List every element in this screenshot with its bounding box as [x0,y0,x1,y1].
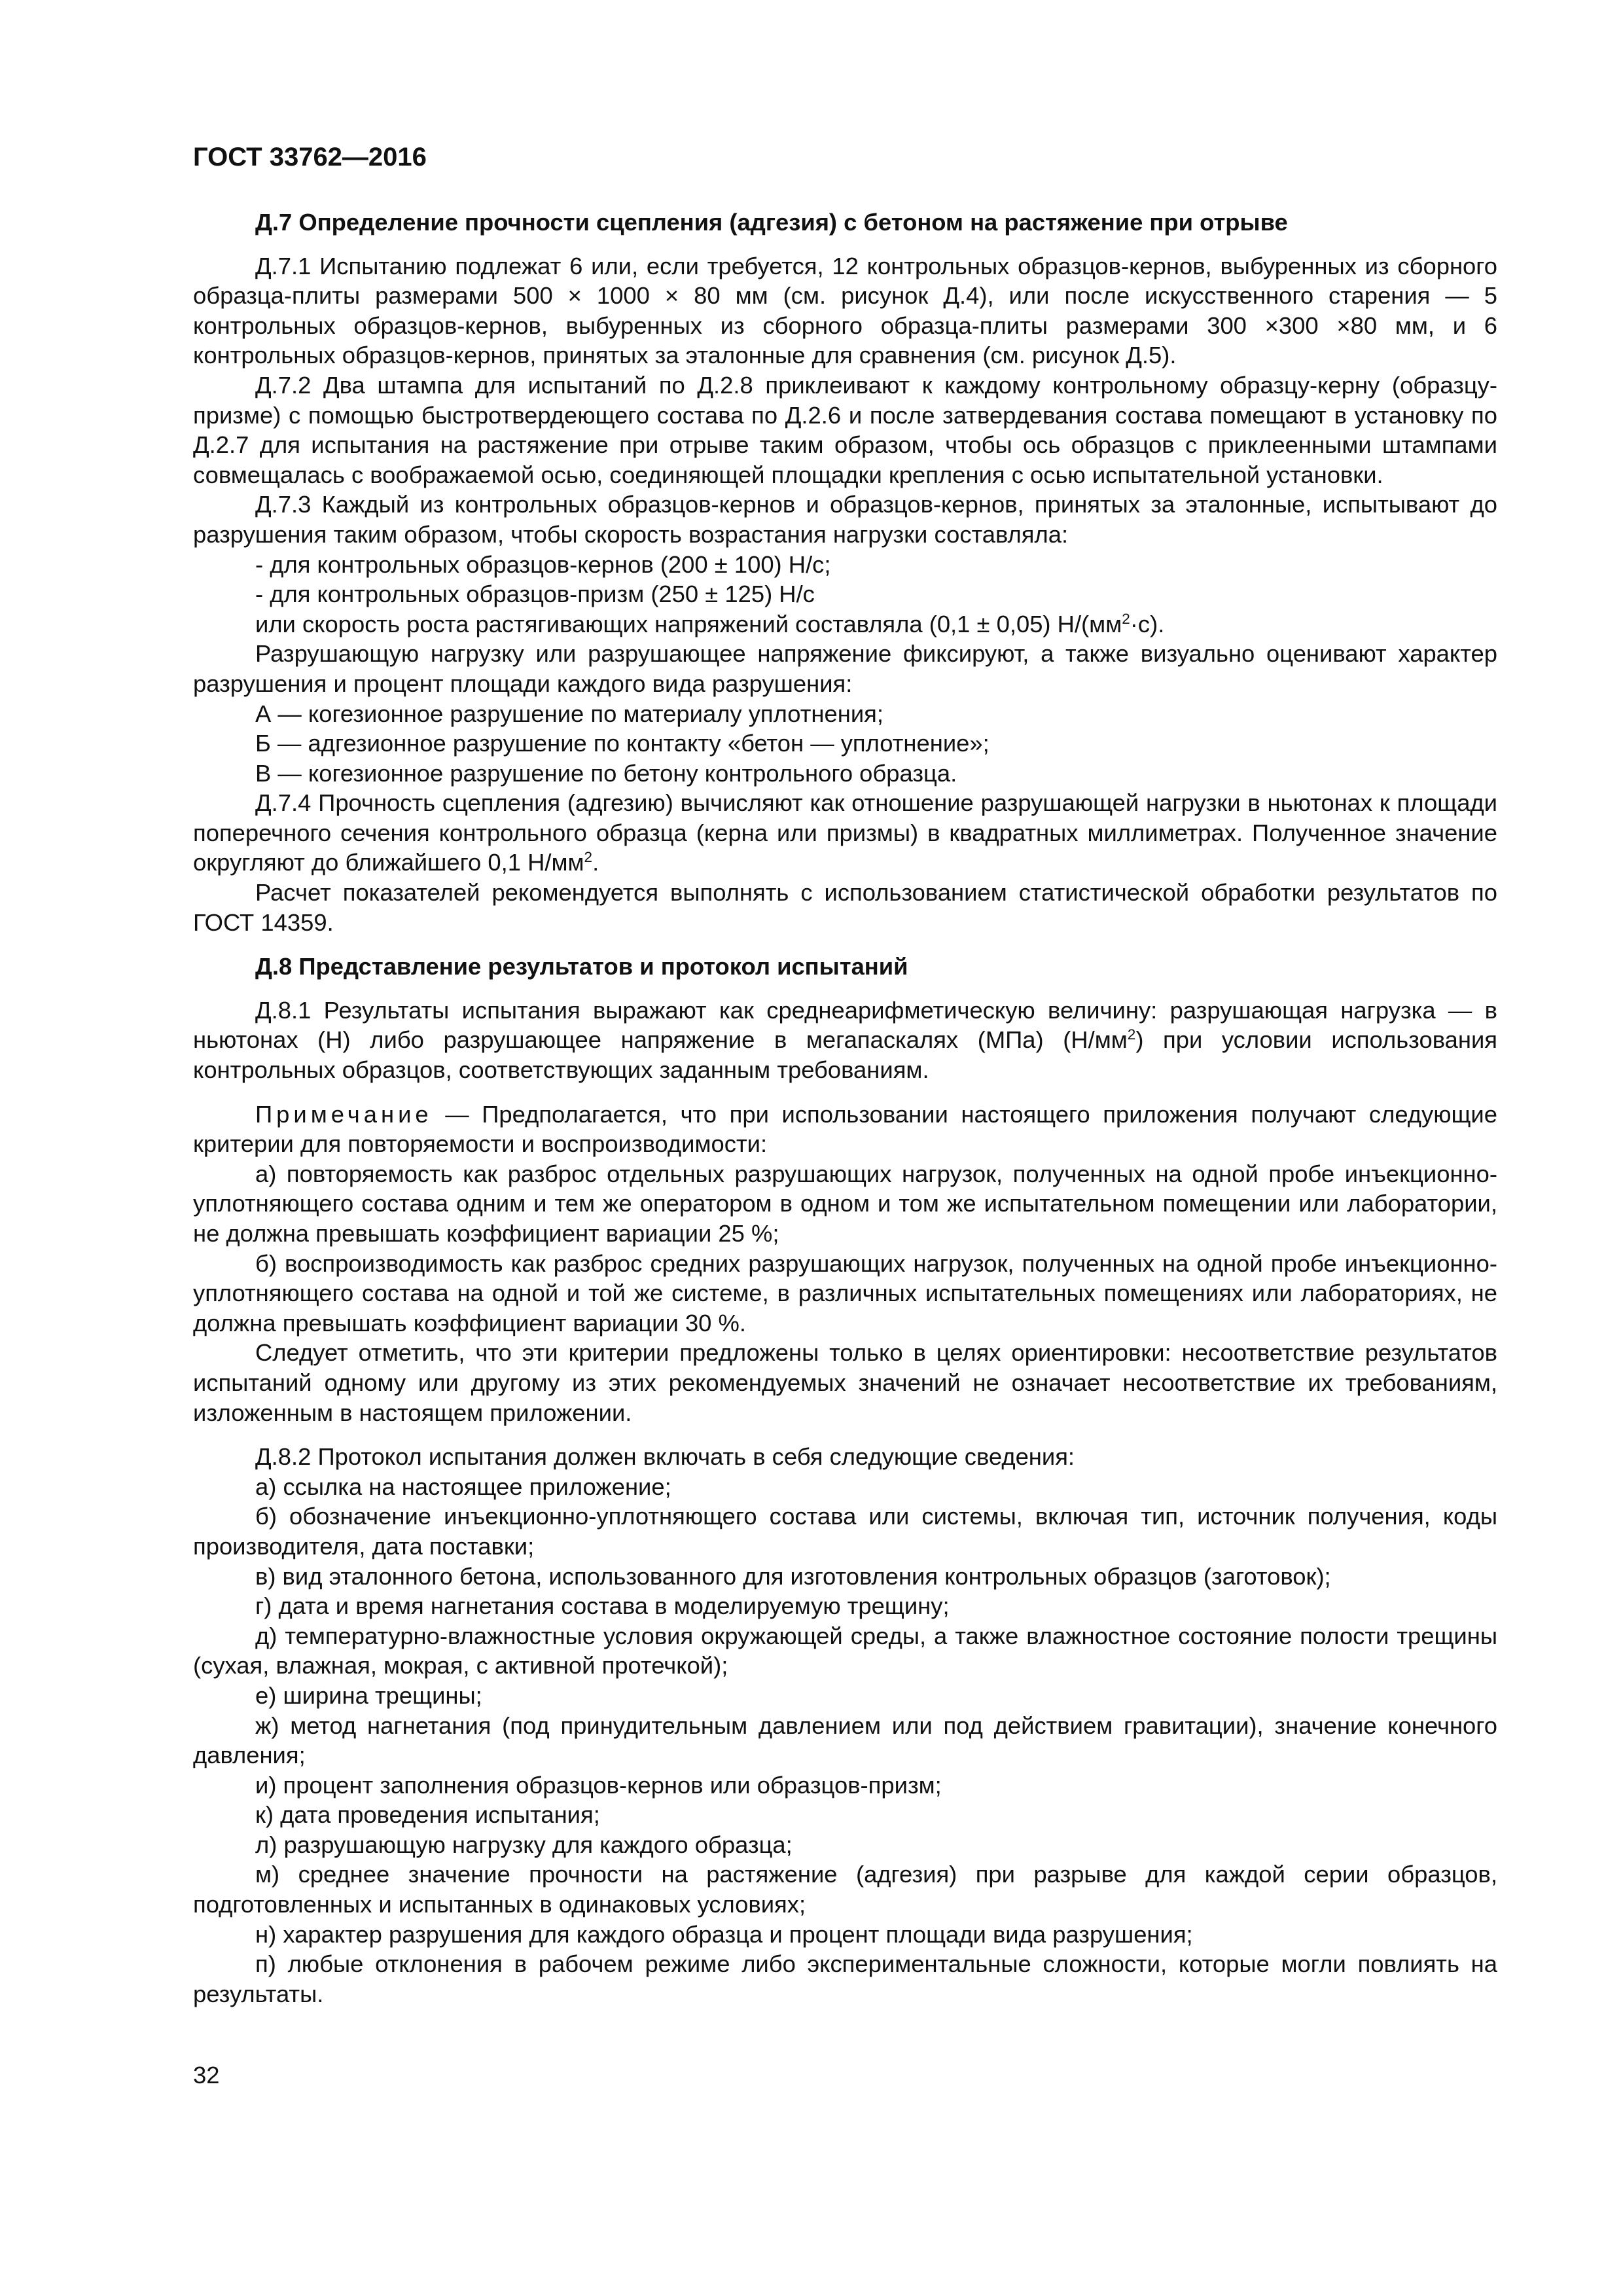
protocol-item: в) вид эталонного бетона, использованного для изготовления контрольных образцов (заготовок); [255,1562,1331,1590]
protocol-item: п) любые отклонения в рабочем режиме либо экспериментальные сложности, которые могли повлиять на результаты. [193,1950,1497,2007]
protocol-item: л) разрушающую нагрузку для каждого образца; [255,1831,793,1858]
protocol-item: г) дата и время нагнетания состава в моделируемую трещину; [255,1592,950,1620]
list-item-failure-v: В — когезионное разрушение по бетону контрольного образца. [255,759,957,787]
protocol-item: и) процент заполнения образцов-кернов или образцов-призм; [255,1771,942,1799]
list-item-failure-b: Б — адгезионное разрушение по контакту «бетон — уплотнение»; [255,730,990,757]
paragraph-d8-1: Д.8.1 Результаты испытания выражают как среднеарифметическую величину: разрушающая нагрузка — в ньютонах (Н) либо разрушающее напряжение в мегапаскалях (МПа) $(Н/мм^2)$ при условии использования контрольных образцов, соответствующих заданным требованиям. [193,996,1497,1084]
paragraph-d7-calculation: Расчет показателей рекомендуется выполнять с использованием статистической обработки результатов по ГОСТ 14359. [193,879,1497,936]
note-paragraph: Примечание — Предполагается, что при использовании настоящего приложения получают следующие критерии для повторяемости и воспроизводимости: [193,1100,1497,1158]
protocol-item: а) ссылка на настоящее приложение; [255,1473,671,1500]
protocol-item: н) характер разрушения для каждого образца и процент площади вида разрушения; [255,1920,1193,1948]
protocol-item: м) среднее значение прочности на растяжение (адгезия) при разрыве для каждой серии образцов, подготовленных и испытанных в одинаковых условиях; [193,1861,1497,1918]
paragraph-d7-1: Д.7.1 Испытанию подлежат 6 или, если требуется, 12 контрольных образцов-кернов, выбуренных из сборного образца-плиты размерами 500 × 1000 × 80 мм (см. рисунок Д.4), или после искусственного старения — 5 контрольных образцов-кернов, выбуренных из сборного образца-плиты размерами 300 ×300 ×80 мм, и 6 контрольных образцов-кернов, принятых за эталонные для сравнения (см. рисунок Д.5). [193,252,1497,369]
note-label: Примечание [255,1100,433,1128]
protocol-item: д) температурно-влажностные условия окружающей среды, а также влажностное состояние полости трещины (сухая, влажная, мокрая, с активной протечкой); [193,1622,1497,1679]
paragraph-d8-2: Д.8.2 Протокол испытания должен включать в себя следующие сведения: [255,1443,1075,1471]
list-item-load-rate-cores: - для контрольных образцов-кернов (200 ± 100) Н/с; [255,550,831,578]
paragraph-d7-2: Д.7.2 Два штампа для испытаний по Д.2.8 приклеивают к каждому контрольному образцу-керну (образцу-призме) с помощью быстротвердеющего состава по Д.2.6 и после затвердевания состава помещают в установку по Д.2.7 для испытания на растяжение при отрыве таким образом, чтобы ось образцов с приклеенными штампами совмещалась с воображаемой осью, соединяющей площадки крепления с осью испытательной установки. [193,371,1497,488]
page-number: 32 [193,2062,220,2089]
note-item-a: а) повторяемость как разброс отдельных разрушающих нагрузок, полученных на одной пробе инъекционно-уплотняющего состава одним и тем же оператором в одном и том же испытательном помещении или лаборатории, не должна превышать коэффициент вариации 25 %; [193,1160,1497,1247]
protocol-item: к) дата проведения испытания; [255,1801,600,1829]
protocol-item: е) ширина трещины; [255,1681,482,1709]
paragraph-d7-4: Д.7.4 Прочность сцепления (адгезию) вычисляют как отношение разрушающей нагрузки в ньютонах к площади поперечного сечения контрольного образца (керна или призмы) в квадратных миллиметрах. Полученное значение округляют до ближайшего 0,1 $Н/мм^2$. [193,789,1497,876]
document-id-header: ГОСТ 33762—2016 [193,143,427,171]
list-item-failure-a: А — когезионное разрушение по материалу уплотнения; [255,700,883,727]
section-d8-title: Д.8 Представление результатов и протокол испытаний [255,953,908,980]
document-page [193,141,1497,2009]
list-item-load-rate-prisms: - для контрольных образцов-призм (250 ± 125) Н/с [255,581,815,608]
paragraph-d7-failure-record: Разрушающую нагрузку или разрушающее напряжение фиксируют, а также визуально оценивают характер разрушения и процент площади каждого вида разрушения: [193,640,1497,697]
note-item-b: б) воспроизводимость как разброс средних разрушающих нагрузок, полученных на одной пробе инъекционно-уплотняющего состава на одной и той же системе, в различных испытательных помещениях или лабораториях, не должна превышать коэффициент вариации 30 %. [193,1249,1497,1336]
section-d7-title: Д.7 Определение прочности сцепления (адгезия) с бетоном на растяжение при отрыве [255,209,1288,236]
protocol-item: ж) метод нагнетания (под принудительным давлением или под действием гравитации), значение конечного давления; [193,1712,1497,1769]
note-conclusion: Следует отметить, что эти критерии предложены только в целях ориентировки: несоответствие результатов испытаний одному или другому из этих рекомендуемых значений не означает несоответствие их требованиям, изложенным в настоящем приложении. [193,1339,1497,1426]
paragraph-d7-3: Д.7.3 Каждый из контрольных образцов-кернов и образцов-кернов, принятых за эталонные, испытывают до разрушения таким образом, чтобы скорость возрастания нагрузки составляла: [193,491,1497,548]
list-item-stress-rate: или скорость роста растягивающих напряжений составляла (0,1 ± 0,05) $Н/(мм^2\cdot с)$. [255,610,1165,637]
protocol-item: б) обозначение инъекционно-уплотняющего состава или системы, включая тип, источник получения, коды производителя, дата поставки; [193,1503,1497,1560]
